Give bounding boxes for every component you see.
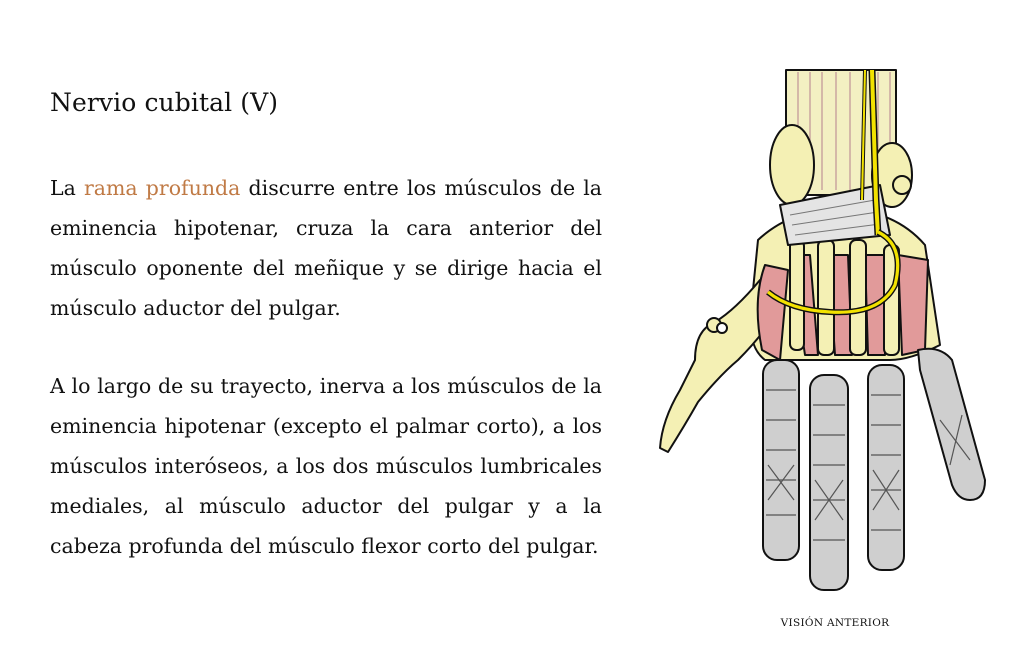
thumb xyxy=(660,280,770,452)
hand-anatomy-illustration xyxy=(640,60,1020,600)
paragraph-prefix: La xyxy=(50,176,84,200)
paragraph-inervacion: A lo largo de su trayecto, inerva a los músculos de la eminencia hipotenar (excepto el palmar corto), a los músculos interóseos, a los dos músculos lumbricales mediales, al músculo aductor del pulgar y a la cabeza profunda del músculo flexor corto del pulgar. xyxy=(50,374,602,558)
highlight-term: rama profunda xyxy=(83,176,241,200)
page-title: Nervio cubital (V) xyxy=(50,88,279,117)
hand-anatomy-figure xyxy=(640,60,1020,600)
paragraph-rama-profunda xyxy=(50,168,602,328)
paragraph-suffix: discurre entre los músculos de la eminencia hipotenar, cruza la cara anterior del músculo oponente del meñique y se dirige hacia el músculo aductor del pulgar. xyxy=(50,176,602,320)
ring-finger xyxy=(868,365,904,570)
little-finger xyxy=(918,349,985,500)
figure-caption: VISIÓN ANTERIOR xyxy=(780,617,890,629)
hypothenar-muscle xyxy=(898,255,928,355)
middle-finger xyxy=(810,375,848,590)
radius-bone xyxy=(770,125,814,205)
